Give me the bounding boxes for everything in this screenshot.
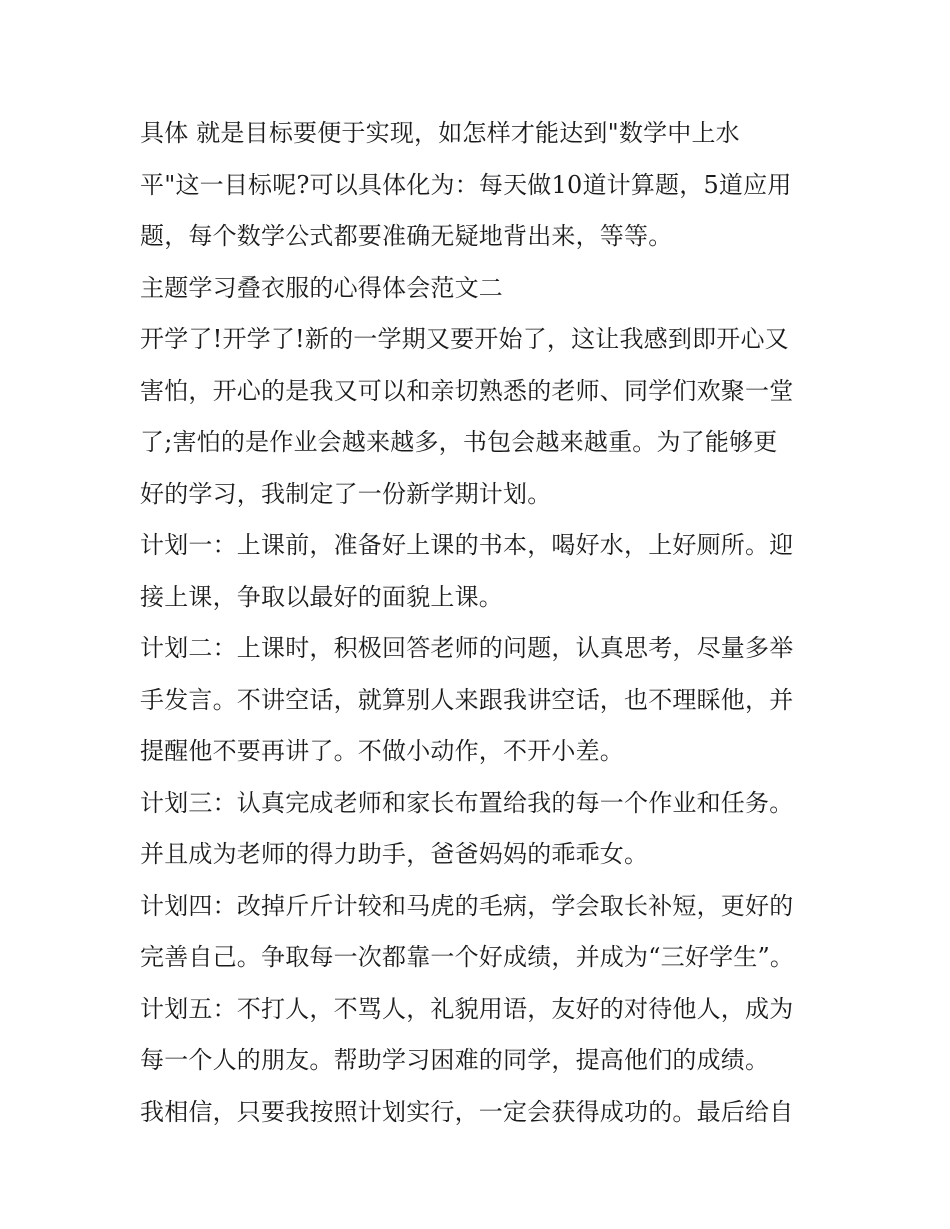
text-line: 了;害怕的是作业会越来越多，书包会越来越重。为了能够更 (140, 428, 778, 456)
text-line: 完善自己。争取每一次都靠一个好成绩，并成为“三好学生”。 (140, 943, 795, 971)
plan-item-2: 计划二：上课时，积极回答老师的问题，认真思考，尽量多举 (140, 634, 794, 662)
text-line: 每一个人的朋友。帮助学习困难的同学，提高他们的成绩。 (140, 1046, 770, 1074)
text-line: 平"这一目标呢?可以具体化为：每天做10道计算题，5道应用 (140, 170, 792, 199)
text-line: 提醒他不要再讲了。不做小动作，不开小差。 (140, 737, 624, 765)
text-line: 好的学习，我制定了一份新学期计划。 (140, 479, 552, 508)
plan-item-1: 计划一：上课前，准备好上课的书本，喝好水，上好厕所。迎 (140, 531, 794, 559)
plan-item-4: 计划四：改掉斤斤计较和马虎的毛病，学会取长补短，更好的 (140, 891, 794, 920)
text-line: 开学了!开学了!新的一学期又要开始了，这让我感到即开心又 (140, 325, 789, 353)
document-body (140, 108, 820, 1138)
text-line: 题，每个数学公式都要准确无疑地背出来，等等。 (140, 222, 673, 250)
text-line: 害怕，开心的是我又可以和亲切熟悉的老师、同学们欢聚一堂 (140, 376, 794, 405)
plan-item-5: 计划五：不打人，不骂人，礼貌用语，友好的对待他人，成为 (140, 994, 794, 1023)
text-line: 手发言。不讲空话，就算别人来跟我讲空话，也不理睬他，并 (140, 685, 794, 714)
plan-item-3: 计划三：认真完成老师和家长布置给我的每一个作业和任务。 (140, 788, 794, 817)
section-heading: 主题学习叠衣服的心得体会范文二 (140, 273, 503, 302)
text-line: 并且成为老师的得力助手，爸爸妈妈的乖乖女。 (140, 840, 649, 868)
text-line: 我相信，只要我按照计划实行，一定会获得成功的。最后给自 (140, 1097, 794, 1126)
text-line: 具体 就是目标要便于实现，如怎样才能达到"数学中上水 (140, 119, 740, 147)
text-line: 接上课，争取以最好的面貌上课。 (140, 582, 503, 611)
